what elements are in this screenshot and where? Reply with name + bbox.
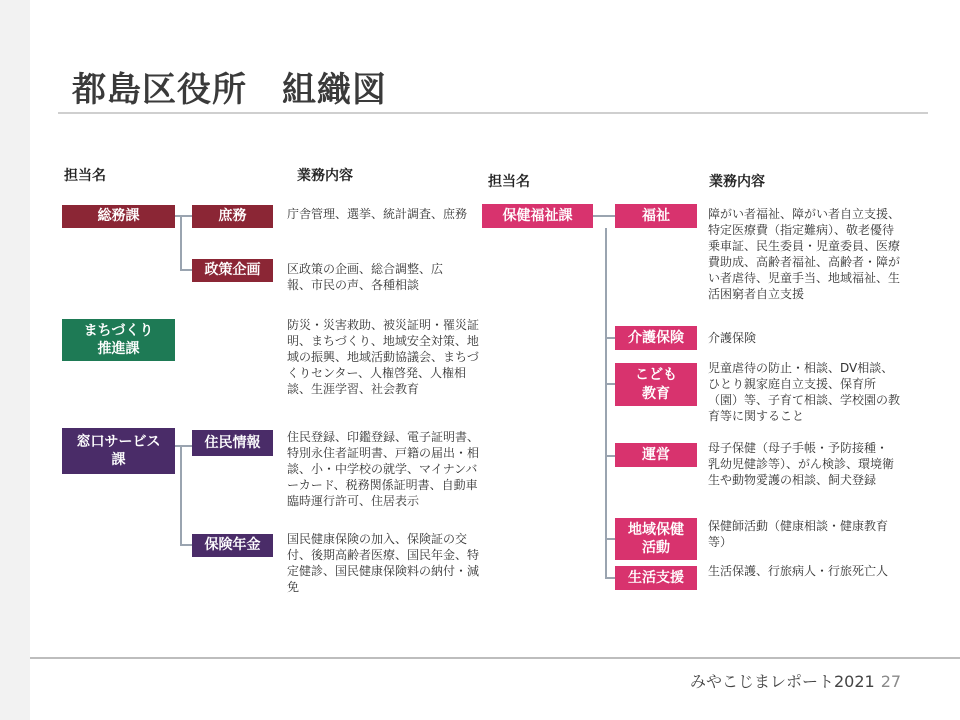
connector-line [605,538,615,540]
dept-label-line1: まちづくり [83,322,154,339]
kaigo-description: 介護保険 [708,331,757,345]
footer [690,669,901,692]
section-label: 運営 [642,446,670,463]
section-chiiki [615,518,697,560]
section-kaigo [615,326,697,350]
right-person-header: 担当名 [488,174,530,190]
section-seisaku [192,259,273,282]
dept-soumu [62,205,175,228]
connector-line [605,577,615,579]
connector-line [605,383,615,385]
page-number: 27 [880,672,902,691]
dept-label-line2: 課 [111,452,126,468]
right-content-header: 業務内容 [709,174,765,190]
section-jumin [192,430,273,456]
section-hoken [192,534,273,557]
section-label-line1: こども [635,367,677,384]
fukushi-description: 障がい者福祉、障がい者自立支援、特定医療費（指定難病）、敬老優待乗車証、民生委員・児童委員、医療費助成、高齢者福祉、高齢者・障がい者虐待、児童手当、地域福祉、生活困窮者自立支援 [708,207,901,301]
section-label: 政策企画 [204,262,261,279]
chiiki-description: 保健師活動（健康相談・健康教育等） [708,519,889,549]
left-person-header: 担当名 [64,168,106,184]
section-label: 住民情報 [204,434,261,451]
section-kodomo [615,363,697,406]
section-shomu [192,205,273,228]
footer-divider [30,657,960,659]
section-label-line2: 活動 [642,540,670,556]
dept-machizukuri [62,319,175,361]
connector-line [180,269,192,271]
section-label: 保険年金 [204,537,261,554]
title-divider [58,112,928,114]
section-label: 福祉 [642,207,670,224]
page-title: 都島区役所 組織図 [72,70,387,110]
connector-line [180,445,182,545]
connector-line [605,228,607,578]
connector-line [180,544,192,546]
seikatsu-description: 生活保護、行旅病人・行旅死亡人 [708,564,889,578]
connector-line [175,445,192,447]
section-label-line1: 地域保健 [628,521,684,538]
section-unei [615,443,697,467]
dept-label-line2: 推進課 [97,341,140,357]
dept-label: 保健福祉課 [502,207,573,224]
kodomo-description: 児童虐待の防止・相談、DV相談、ひとり親家庭自立支援、保育所（園）等、子育て相談、学校園の教育等に関すること [708,361,901,423]
shomu-description: 庁舎管理、選挙、統計調査、庶務 [287,207,468,221]
connector-line [605,337,615,339]
connector-line [180,215,182,270]
dept-madoguchi [62,428,175,474]
section-label: 介護保険 [628,329,684,346]
seisaku-description: 区政策の企画、総合調整、広報、市民の声、各種相談 [287,262,444,292]
section-label-line2: 教育 [642,385,670,402]
jumin-description: 住民登録、印鑑登録、電子証明書、特別永住者証明書、戸籍の届出・相談、小・中学校の就学、マイナンバーカード、税務関係証明書、自動車臨時運行許可、住居表示 [287,430,480,508]
dept-label-line1: 窓口サービス [76,433,161,450]
dept-hokenfukushi [482,204,593,228]
connector-line [593,215,615,217]
section-fukushi [615,204,697,228]
dept-label: 総務課 [97,208,140,225]
footer-text: みやこじまレポート2021 [690,672,875,691]
left-margin-strip [0,0,30,720]
hoken-description: 国民健康保険の加入、保険証の交付、後期高齢者医療、国民年金、特定健診、国民健康保険料の納付・減免 [287,532,480,594]
unei-description: 母子保健（母子手帳・予防接種・乳幼児健診等）、がん検診、環境衛生や動物愛護の相談、飼犬登録 [708,441,895,487]
section-label: 庶務 [218,208,247,225]
left-content-header: 業務内容 [297,168,353,184]
connector-line [175,215,192,217]
section-seikatsu [615,566,697,590]
section-label: 生活支援 [628,569,684,586]
connector-line [605,455,615,457]
machizukuri-description: 防災・災害救助、被災証明・罹災証明、まちづくり、地域安全対策、地域の振興、地域活動協議会、まちづくりセンター、人権啓発、人権相談、生涯学習、社会教育 [287,318,480,396]
